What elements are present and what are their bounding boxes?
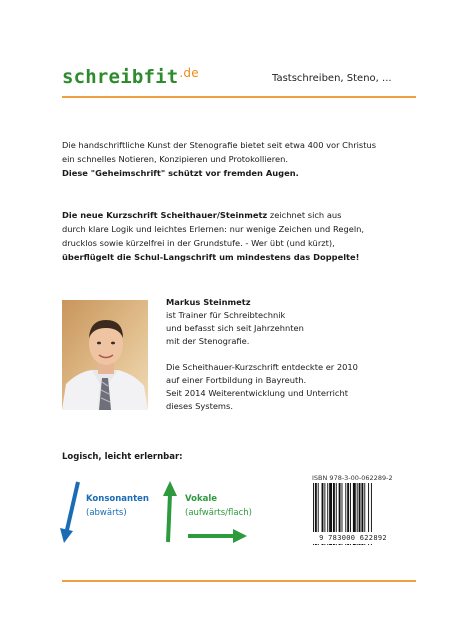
logo-wordmark: schreibfit	[62, 66, 179, 88]
kurzschrift-line-4: überflügelt die Schul-Langschrift um mindestens das Doppelte!	[62, 252, 360, 262]
top-divider	[62, 96, 416, 98]
logo-tld: .de	[179, 66, 199, 80]
intro-paragraph	[62, 138, 412, 180]
intro-line-2: ein schnelles Notieren, Konzipieren und Protokollieren.	[62, 154, 288, 164]
arrow-down-icon	[58, 480, 84, 544]
kurzschrift-line-3: drucklos sowie kürzelfrei in der Grundstufe. - Wer übt (und kürzt),	[62, 238, 335, 248]
author-name: Markus Steinmetz	[166, 297, 251, 307]
arrow-right-icon	[188, 528, 248, 544]
author-photo	[62, 300, 148, 410]
brand-logo[interactable]	[62, 66, 199, 88]
kurzschrift-line-1	[62, 208, 412, 222]
kurzschrift-paragraph	[62, 208, 412, 264]
kurzschrift-line-1-rest: zeichnet sich aus	[267, 210, 342, 220]
bottom-divider	[62, 580, 416, 582]
kurzschrift-line-2: durch klare Logik und leichtes Erlernen: nur wenige Zeichen und Regeln,	[62, 224, 365, 234]
kurzschrift-title: Die neue Kurzschrift Scheithauer/Steinmetz	[62, 210, 268, 220]
legend-heading: Logisch, leicht erlernbar:	[62, 452, 183, 462]
author-bio-line-2: und befasst sich seit Jahrzehnten	[166, 323, 304, 333]
author-bio-line-7: dieses Systems.	[166, 401, 233, 411]
author-bio-line-4: Die Scheithauer-Kurzschrift entdeckte er 2010	[166, 362, 358, 372]
intro-line-1: Die handschriftliche Kunst der Stenografie bietet seit etwa 400 vor Christus	[62, 140, 377, 150]
author-bio-line-1: ist Trainer für Schreibtechnik	[166, 310, 286, 320]
tagline: Tastschreiben, Steno, ...	[272, 73, 392, 84]
isbn-number: ISBN 978-3-00-062289-2	[312, 474, 393, 482]
author-bio	[166, 296, 416, 413]
konsonanten-direction: (abwärts)	[86, 508, 127, 518]
vokale-label: Vokale	[185, 494, 218, 504]
author-portrait-icon	[62, 300, 148, 410]
barcode-digits: 9 783000 622892	[310, 532, 396, 544]
author-bio-line-3: mit der Stenografie.	[166, 336, 250, 346]
author-bio-line-6: Seit 2014 Weiterentwicklung und Unterricht	[166, 388, 348, 398]
konsonanten-label: Konsonanten	[86, 494, 149, 504]
arrow-up-icon	[160, 480, 180, 544]
author-bio-line-5: auf einer Fortbildung in Bayreuth.	[166, 375, 307, 385]
vokale-direction: (aufwärts/flach)	[185, 508, 252, 518]
intro-line-3: Diese "Geheimschrift" schützt vor fremden Augen.	[62, 168, 299, 178]
